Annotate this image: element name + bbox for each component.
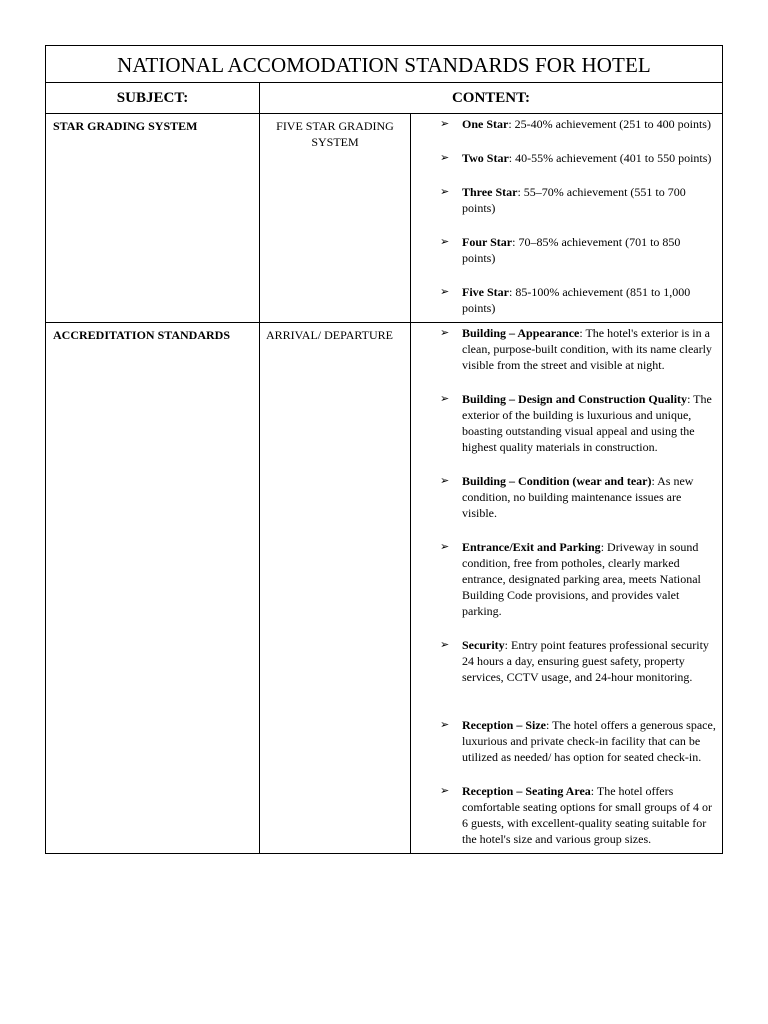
arrow-bullet-icon: ➢ — [440, 784, 450, 797]
list-item: ➢ Security: Entry point features professional security 24 hours a day, ensuring guest safety, property services, CCTV usage, and 24-hour monitoring. — [440, 638, 709, 684]
arrow-bullet-icon: ➢ — [440, 117, 450, 130]
arrow-bullet-icon: ➢ — [440, 185, 450, 198]
arrow-bullet-icon: ➢ — [440, 474, 450, 487]
list-item: ➢ Building – Condition (wear and tear): As new condition, no building maintenance issues are visible. — [440, 474, 694, 520]
arrow-bullet-icon: ➢ — [440, 392, 450, 405]
arrow-bullet-icon: ➢ — [440, 718, 450, 731]
list-item: ➢ Two Star: 40-55% achievement (401 to 550 points) — [440, 151, 712, 165]
arrow-bullet-icon: ➢ — [440, 151, 450, 164]
arrow-bullet-icon: ➢ — [440, 540, 450, 553]
list-item: ➢ Three Star: 55–70% achievement (551 to 700 points) — [440, 185, 686, 215]
list-item: ➢ One Star: 25-40% achievement (251 to 400 points) — [440, 117, 711, 131]
content-star-grading — [411, 114, 723, 323]
subject-header: SUBJECT: — [46, 83, 260, 114]
title-row — [46, 46, 723, 83]
sub-subject-arrival-departure: ARRIVAL/ DEPARTURE — [260, 323, 411, 854]
star-grade-list — [411, 116, 716, 316]
sub-subject-five-star: FIVE STAR GRADING SYSTEM — [260, 114, 411, 323]
list-item: ➢ Entrance/Exit and Parking: Driveway in sound condition, free from potholes, clearly marked entrance, designated parking area, meets National Building Code provisions, and provides valet parking. — [440, 540, 701, 618]
arrow-bullet-icon: ➢ — [440, 285, 450, 298]
table-row — [46, 114, 723, 323]
arrow-bullet-icon: ➢ — [440, 326, 450, 339]
list-item: ➢ Five Star: 85-100% achievement (851 to 1,000 points) — [440, 285, 691, 315]
document-title: NATIONAL ACCOMODATION STANDARDS FOR HOTEL — [117, 52, 651, 77]
subject-star-grading: STAR GRADING SYSTEM — [46, 114, 260, 323]
list-item: ➢ Reception – Seating Area: The hotel offers comfortable seating options for small groups of 4 or 6 guests, with excellent-quality seating suitable for the hotel's size and various group sizes. — [440, 784, 712, 846]
table-row — [46, 323, 723, 854]
arrow-bullet-icon: ➢ — [440, 235, 450, 248]
list-item: ➢ Building – Design and Construction Quality: The exterior of the building is luxurious and unique, boasting outstanding visual appeal and using the highest quality materials in construction. — [440, 392, 712, 454]
subject-accreditation: ACCREDITATION STANDARDS — [46, 323, 260, 854]
document-title-cell — [46, 46, 723, 83]
list-item: ➢ Building – Appearance: The hotel's exterior is in a clean, purpose-built condition, with its name clearly visible from the street and visible at night. — [440, 326, 712, 372]
header-row — [46, 83, 723, 114]
accreditation-list — [411, 325, 716, 847]
content-header: CONTENT: — [260, 83, 723, 114]
standards-table — [45, 45, 723, 854]
arrow-bullet-icon: ➢ — [440, 638, 450, 651]
list-item: ➢ Four Star: 70–85% achievement (701 to 850 points) — [440, 235, 681, 265]
content-accreditation — [411, 323, 723, 854]
list-item: ➢ Reception – Size: The hotel offers a generous space, luxurious and private check-in facility that can be utilized as needed/ has option for seated check-in. — [440, 718, 716, 764]
